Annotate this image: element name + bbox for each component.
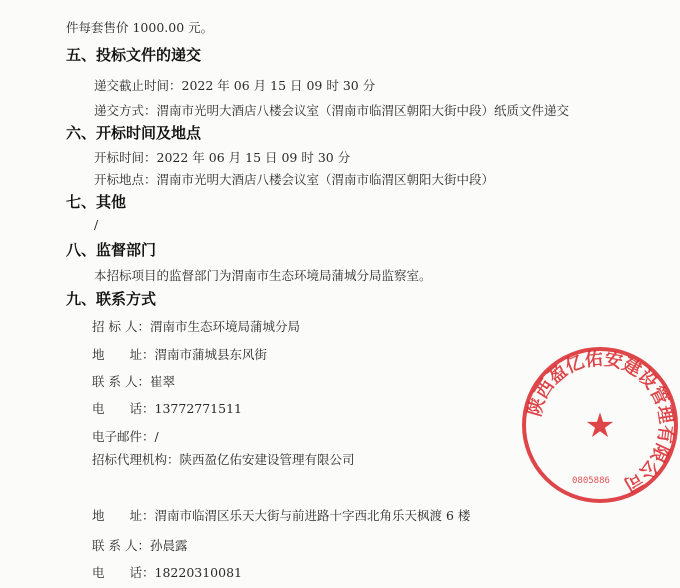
section-8-title: 八、监督部门: [66, 241, 157, 259]
agency-value: 陕西盈亿佑安建设管理有限公司: [179, 452, 355, 467]
tenderer-row: [92, 319, 300, 335]
email-label: 电子邮件：: [92, 429, 155, 444]
submission-deadline: 递交截止时间：2022 年 06 月 15 日 09 时 30 分: [94, 78, 376, 93]
agency-address-row: [92, 508, 470, 524]
agency-label: 招标代理机构：: [92, 452, 180, 467]
section-7-title: 七、其他: [66, 193, 127, 211]
agency-phone-value: 18220310081: [154, 565, 242, 580]
section-6-title: 六、开标时间及地点: [66, 124, 202, 142]
tenderer-value: 渭南市生态环境局蒲城分局: [149, 319, 300, 334]
agency-contact-value: 孙晨露: [149, 538, 188, 553]
svg-text:★: ★: [584, 406, 616, 446]
company-seal-stamp: [520, 345, 680, 505]
other-content: /: [94, 217, 99, 232]
agency-phone-label: 电 话：: [92, 565, 155, 580]
opening-time: 开标时间：2022 年 06 月 15 日 09 时 30 分: [94, 150, 351, 165]
agency-address-label: 地 址：: [92, 508, 155, 523]
agency-phone-row: [92, 565, 242, 581]
contact-label: 联 系 人：: [92, 374, 150, 389]
submission-method: 递交方式：渭南市光明大酒店八楼会议室（渭南市临渭区朝阳大街中段）纸质文件递交: [94, 103, 570, 118]
opening-place: 开标地点：渭南市光明大酒店八楼会议室（渭南市临渭区朝阳大街中段）: [94, 172, 495, 187]
phone-label: 电 话：: [92, 401, 155, 416]
address-value: 渭南市蒲城县东风街: [154, 347, 268, 362]
email-row: [92, 429, 159, 445]
agency-contact-row: [92, 538, 187, 554]
phone-row: [92, 401, 242, 417]
phone-value: 13772771511: [154, 401, 242, 416]
contact-value: 崔翠: [149, 374, 175, 389]
agency-address-value: 渭南市临渭区乐天大街与前进路十字西北角乐天枫渡 6 楼: [154, 508, 471, 523]
agency-row: [92, 452, 355, 468]
email-value: /: [154, 429, 159, 444]
agency-contact-label: 联 系 人：: [92, 538, 150, 553]
section-9-title: 九、联系方式: [66, 290, 157, 308]
address-row: [92, 347, 267, 363]
address-label: 地 址：: [92, 347, 155, 362]
contact-row: [92, 374, 175, 390]
supervision-content: 本招标项目的监督部门为渭南市生态环境局蒲城分局监察室。: [94, 268, 432, 283]
seal-code: 0805886: [572, 476, 610, 486]
tenderer-label: 招 标 人：: [92, 319, 150, 334]
seal-text: 陕西盈亿佑安建设管理有限公司: [524, 348, 677, 496]
top-line: 件每套售价 1000.00 元。: [66, 20, 214, 35]
section-5-title: 五、投标文件的递交: [66, 46, 202, 64]
